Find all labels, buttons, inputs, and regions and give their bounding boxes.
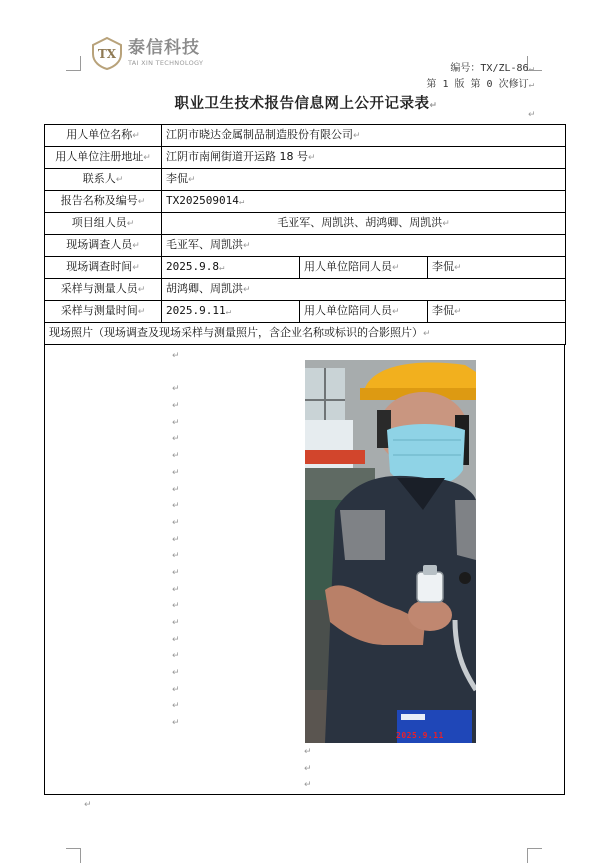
paragraph-mark: ↵: [528, 110, 536, 120]
doc-number: 编号：TX/ZL-86↵: [450, 63, 534, 74]
table-row: [45, 279, 566, 301]
table-row: [45, 125, 566, 147]
row-value: 江阴市晓达金属制品制造股份有限公司↵: [162, 125, 566, 147]
row-extra-value: 李侃↵: [428, 301, 566, 323]
row-label: 用人单位名称↵: [45, 125, 162, 147]
row-extra-label: 用人单位陪同人员↵: [300, 257, 428, 279]
company-logo-icon: [90, 36, 124, 70]
table-row: [45, 191, 566, 213]
row-extra-value: 李侃↵: [428, 257, 566, 279]
table-row: [45, 301, 566, 323]
row-value: 江阴市南闸街道开运路 18 号↵: [162, 147, 566, 169]
table-row: [45, 235, 566, 257]
photo-section-header: 现场照片（现场调查及现场采样与测量照片，含企业名称或标识的合影照片）↵: [45, 323, 566, 345]
row-value: TX202509014↵: [162, 191, 566, 213]
paragraph-mark: ↵: [84, 800, 92, 810]
row-value: 2025.9.8↵: [162, 257, 300, 279]
row-label: 项目组人员↵: [45, 213, 162, 235]
row-label: 用人单位注册地址↵: [45, 147, 162, 169]
company-logo: [90, 36, 203, 70]
table-row: [45, 323, 566, 345]
company-name-en: TAI XIN TECHNOLOGY: [128, 59, 204, 67]
paragraph-marks-column: ↵ ↵ ↵ ↵ ↵ ↵ ↵ ↵ ↵ ↵ ↵ ↵ ↵ ↵ ↵ ↵ ↵ ↵ ↵ ↵ ↵ ↵: [172, 351, 180, 729]
revision-info: 第 1 版 第 0 次修订↵: [426, 79, 534, 90]
row-label: 报告名称及编号↵: [45, 191, 162, 213]
row-value: 毛亚军、周凯洪、胡鸿卿、周凯洪↵: [162, 213, 566, 235]
page-title: 职业卫生技术报告信息网上公开记录表↵: [174, 96, 438, 112]
row-label: 采样与测量时间↵: [45, 301, 162, 323]
crop-mark-top-left: [66, 56, 81, 71]
row-label: 联系人↵: [45, 169, 162, 191]
row-label: 采样与测量人员↵: [45, 279, 162, 301]
crop-mark-bottom-left: [66, 848, 81, 863]
company-name-cn: 泰信科技: [128, 38, 200, 58]
paragraph-marks-below-photo: ↵ ↵ ↵: [304, 747, 312, 790]
row-label: 现场调查人员↵: [45, 235, 162, 257]
site-photo-image: [305, 360, 476, 743]
row-value: 胡鸿卿、周凯洪↵: [162, 279, 566, 301]
row-label: 现场调查时间↵: [45, 257, 162, 279]
row-value: 2025.9.11↵: [162, 301, 300, 323]
row-value: 毛亚军、周凯洪↵: [162, 235, 566, 257]
svg-text:TX: TX: [97, 47, 117, 61]
site-photo: [305, 360, 476, 743]
table-row: [45, 213, 566, 235]
row-extra-label: 用人单位陪同人员↵: [300, 301, 428, 323]
table-row: [45, 169, 566, 191]
row-value: 李侃↵: [162, 169, 566, 191]
crop-mark-bottom-right: [527, 848, 542, 863]
table-row: [45, 147, 566, 169]
table-row: [45, 257, 566, 279]
record-form-table: [44, 124, 566, 345]
photo-date-stamp: 2025.9.11: [396, 731, 444, 740]
